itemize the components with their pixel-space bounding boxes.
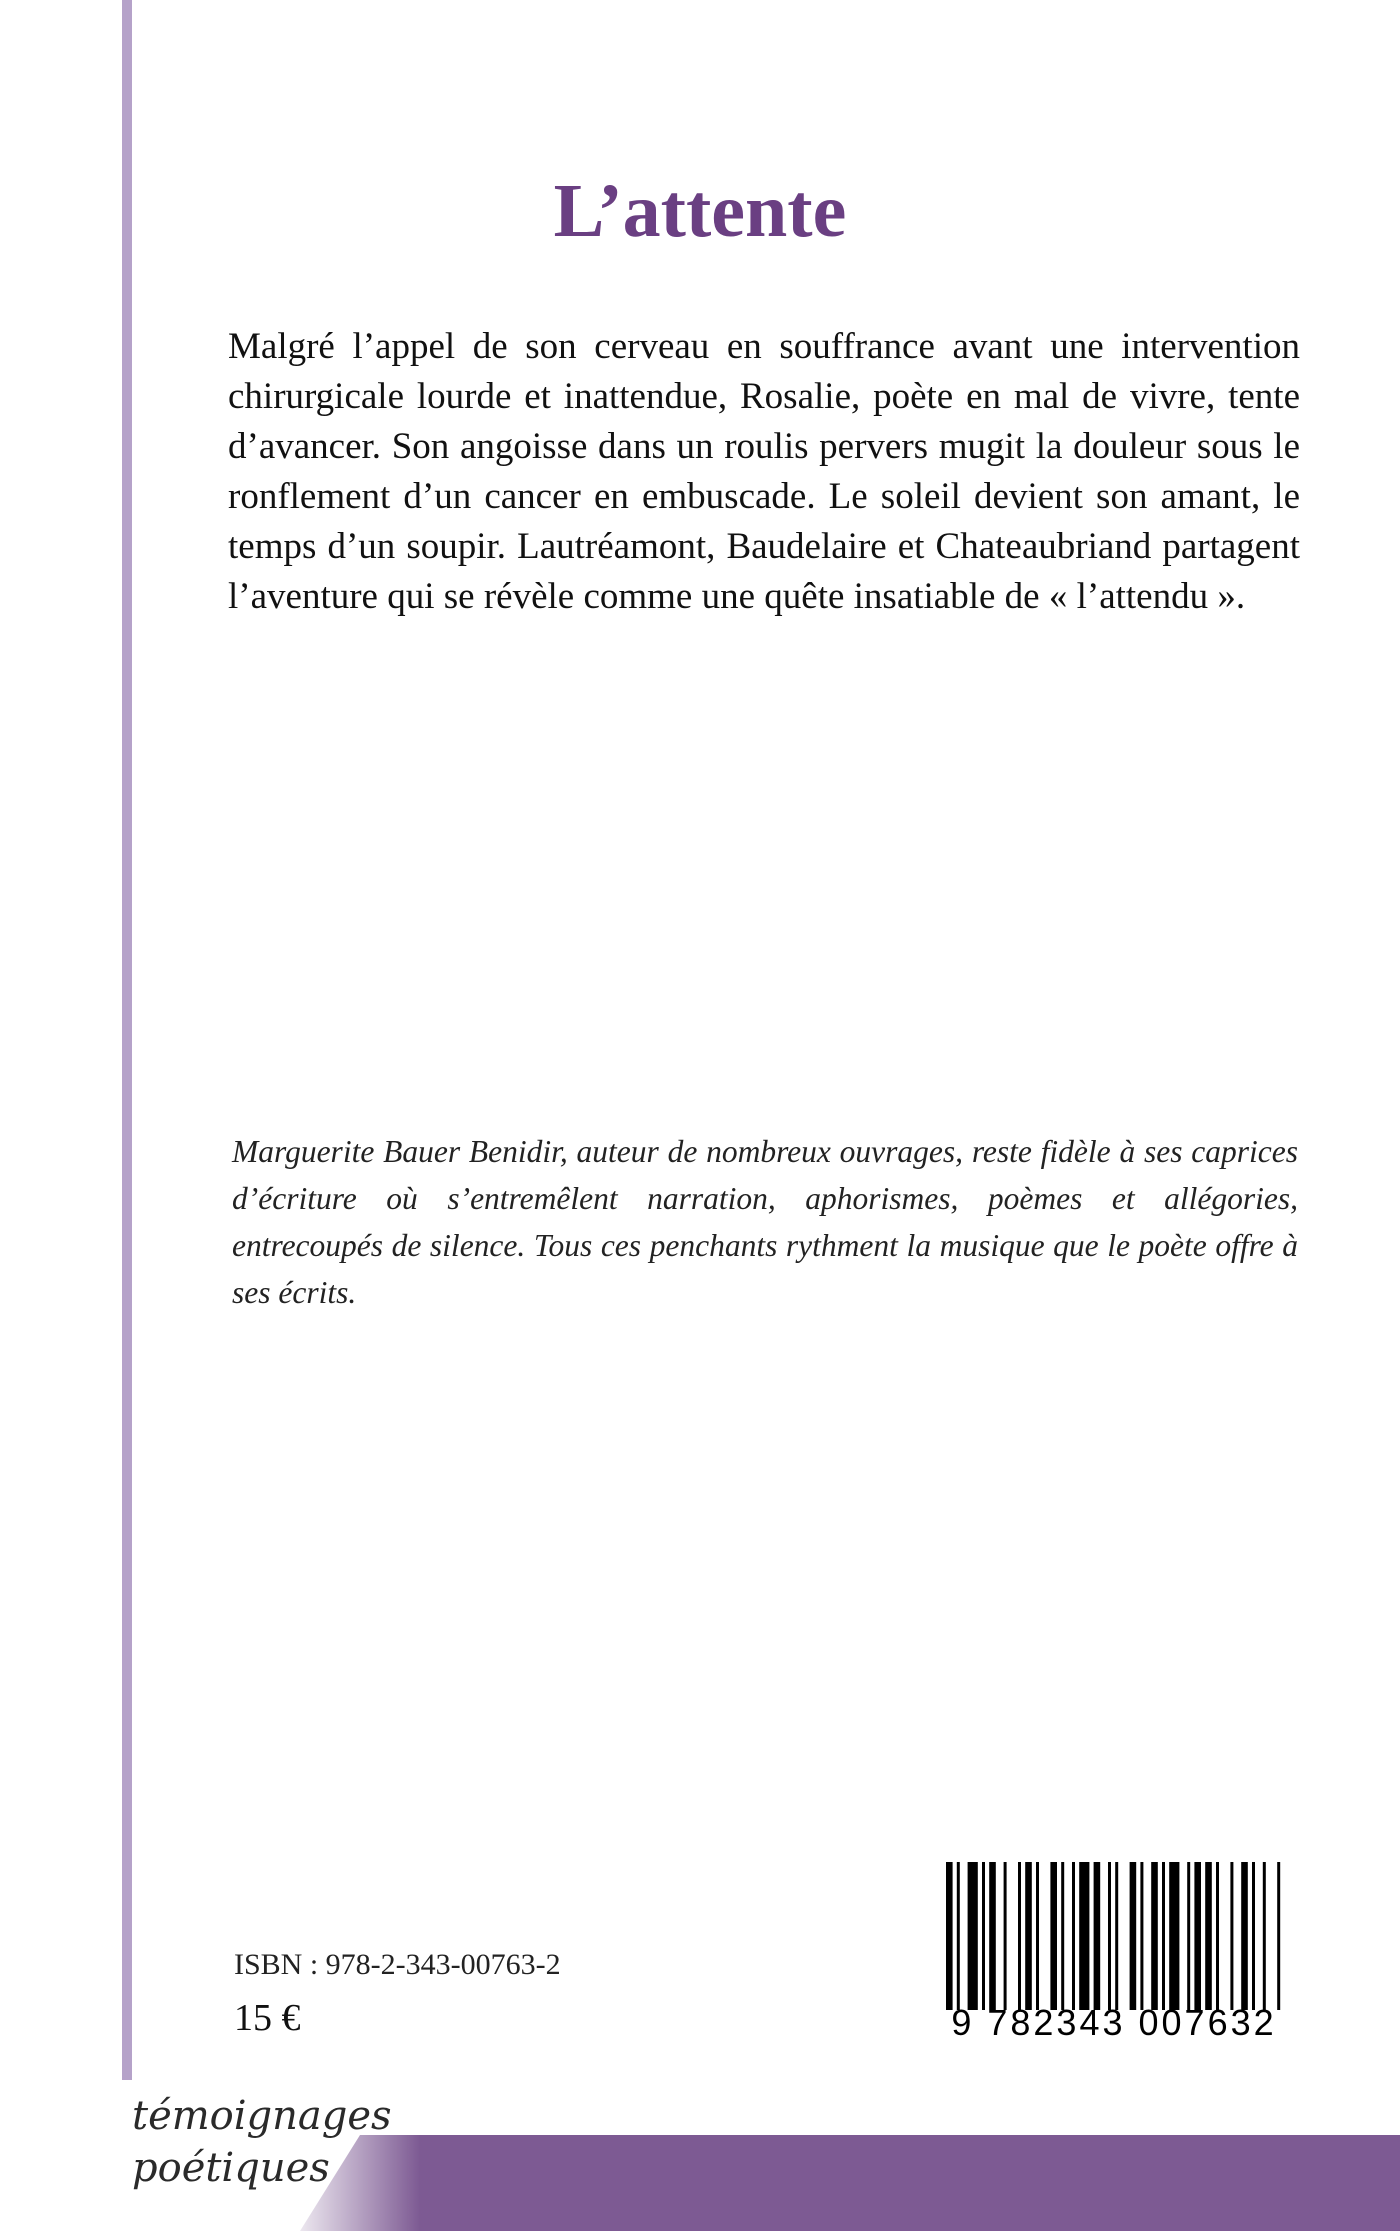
- barcode-bar: [1252, 1862, 1255, 2010]
- barcode-bar: [1263, 1862, 1266, 2010]
- barcode-bar: [982, 1862, 985, 2010]
- barcode-bar: [1061, 1862, 1064, 2010]
- barcode-bar: [1277, 1862, 1280, 2010]
- isbn-label: ISBN : 978-2-343-00763-2: [234, 1948, 561, 1981]
- barcode-bar: [1216, 1862, 1219, 2010]
- barcode-bar: [1050, 1862, 1057, 2010]
- barcode-bar: [1025, 1862, 1032, 2010]
- barcode-bar: [1079, 1862, 1089, 2010]
- price-label: 15 €: [234, 1997, 301, 2039]
- barcode-bar: [968, 1862, 978, 2010]
- book-blurb: Malgré l’appel de son cerveau en souffrance avant une intervention chirurgicale lourde et inattendue, Rosalie, poète en mal de vivre, tente d’avancer. Son angoisse dans un roulis pervers mugit la douleur sous le ronflement d’un cancer en embuscade. Le soleil devient son amant, le temps d’un soupir. Lautréamont, Baudelaire et Chateaubriand partagent l’aventure qui se révèle comme une quête insatiable de « l’attendu ».: [228, 326, 1300, 617]
- barcode-icon: [938, 1862, 1290, 2010]
- barcode-bar: [1004, 1862, 1007, 2010]
- barcode-bar: [1194, 1862, 1201, 2010]
- barcode-bar: [1094, 1862, 1101, 2010]
- barcode-bar: [1169, 1862, 1179, 2010]
- barcode-number: 9 782343 007632: [951, 2002, 1277, 2043]
- barcode-bar: [1108, 1862, 1111, 2010]
- barcode-bar: [1151, 1862, 1158, 2010]
- barcode-bar: [1018, 1862, 1021, 2010]
- barcode: [938, 1862, 1290, 2042]
- barcode-bar: [1130, 1862, 1137, 2010]
- barcode-bar: [1241, 1862, 1248, 2010]
- barcode-bar: [1187, 1862, 1190, 2010]
- collection-line-1: témoignages: [132, 2093, 392, 2139]
- barcode-bar: [1072, 1862, 1075, 2010]
- barcode-bar: [1115, 1862, 1118, 2010]
- collection-line-2: poétiques: [132, 2145, 330, 2191]
- book-title: L’attente: [553, 169, 847, 253]
- author-bio: Marguerite Bauer Benidir, auteur de nombreux ouvrages, reste fidèle à ses caprices d’écriture où s’entremêlent narration, aphorismes, poèmes et allégories, entrecoupés de silence. Tous ces penchants rythment la musique que le poète offre à ses écrits.: [232, 1134, 1298, 1310]
- barcode-bar: [1162, 1862, 1165, 2010]
- barcode-bar: [1205, 1862, 1212, 2010]
- barcode-bar: [1140, 1862, 1143, 2010]
- barcode-bar: [946, 1862, 953, 2010]
- barcode-bar: [1230, 1862, 1233, 2010]
- barcode-bar: [989, 1862, 996, 2010]
- side-stripe: [122, 0, 132, 2080]
- collection-label: [132, 2090, 392, 2194]
- barcode-bar: [1036, 1862, 1039, 2010]
- barcode-bar: [957, 1862, 960, 2010]
